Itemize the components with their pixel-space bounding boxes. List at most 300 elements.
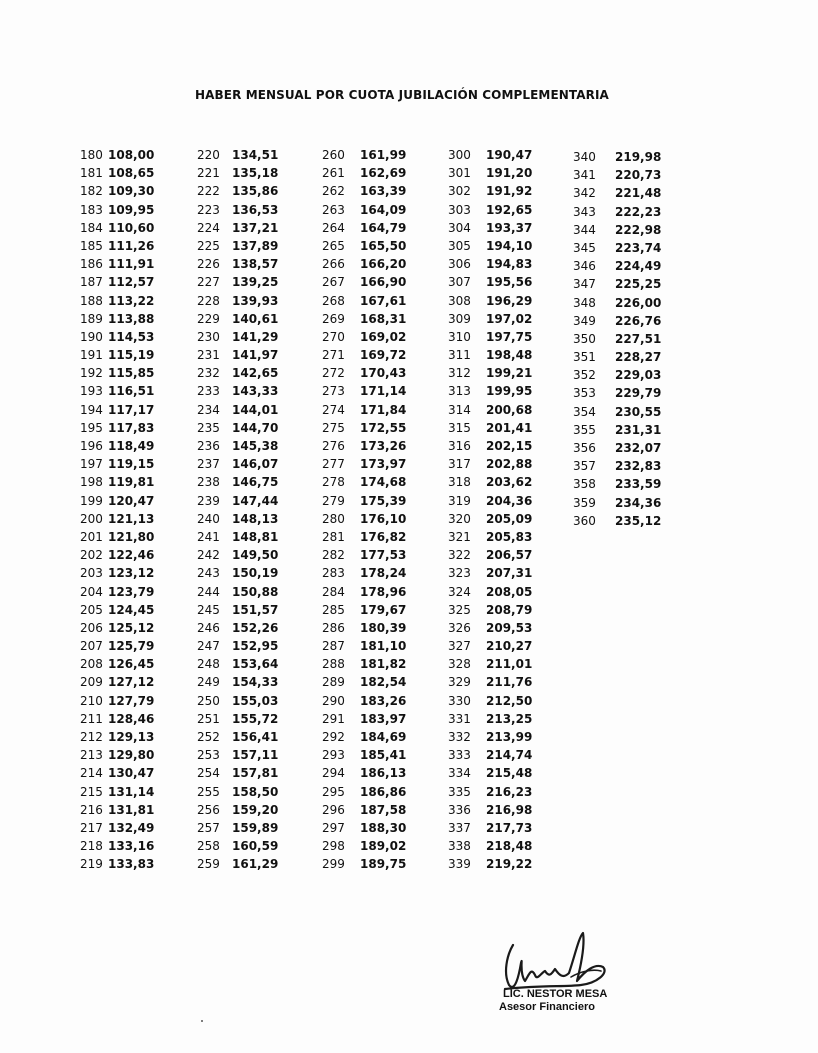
table-row xyxy=(448,546,532,564)
quota-number: 304 xyxy=(448,220,471,235)
monthly-amount: 183,26 xyxy=(360,693,407,708)
quota-number: 330 xyxy=(448,693,471,708)
monthly-amount: 191,20 xyxy=(486,166,533,181)
monthly-amount: 208,05 xyxy=(486,584,533,599)
monthly-amount: 171,14 xyxy=(360,384,407,399)
quota-number: 235 xyxy=(197,420,220,435)
table-row xyxy=(80,655,154,673)
quota-number: 355 xyxy=(573,422,596,437)
monthly-amount: 210,27 xyxy=(486,639,533,654)
signature-role: Asesor Financiero xyxy=(499,1001,595,1013)
monthly-amount: 190,47 xyxy=(486,148,533,162)
quota-number: 300 xyxy=(448,148,471,162)
table-row xyxy=(322,146,406,164)
table-row xyxy=(322,255,406,273)
table-row xyxy=(448,746,532,764)
table-row xyxy=(322,673,406,691)
quota-number: 256 xyxy=(197,802,220,817)
table-row xyxy=(573,239,661,257)
table-row xyxy=(322,801,406,819)
monthly-amount: 139,93 xyxy=(232,293,279,308)
monthly-amount: 121,80 xyxy=(108,529,155,544)
monthly-amount: 116,51 xyxy=(108,384,155,399)
monthly-amount: 197,75 xyxy=(486,329,533,344)
monthly-amount: 189,02 xyxy=(360,839,407,854)
table-row xyxy=(448,801,532,819)
table-row xyxy=(197,837,278,855)
monthly-amount: 232,07 xyxy=(615,441,662,455)
table-row xyxy=(80,164,154,182)
table-row xyxy=(448,346,532,364)
monthly-amount: 229,03 xyxy=(615,368,662,383)
monthly-amount: 228,27 xyxy=(615,350,662,365)
table-row xyxy=(448,364,532,382)
quota-number: 241 xyxy=(197,529,220,544)
monthly-amount: 164,09 xyxy=(360,202,407,217)
table-row xyxy=(80,455,154,473)
quota-number: 198 xyxy=(80,475,103,490)
table-row xyxy=(573,457,661,475)
monthly-amount: 119,15 xyxy=(108,457,155,472)
monthly-amount: 216,23 xyxy=(486,784,533,799)
table-row xyxy=(322,837,406,855)
table-row xyxy=(322,201,406,219)
monthly-amount: 128,46 xyxy=(108,711,155,726)
table-row xyxy=(448,673,532,691)
quota-number: 232 xyxy=(197,366,220,381)
quota-number: 229 xyxy=(197,311,220,326)
quota-number: 340 xyxy=(573,150,596,164)
table-row xyxy=(573,439,661,457)
table-row xyxy=(80,746,154,764)
monthly-amount: 195,56 xyxy=(486,275,533,290)
table-row xyxy=(197,801,278,819)
monthly-amount: 123,12 xyxy=(108,566,155,581)
table-row xyxy=(322,455,406,473)
monthly-amount: 124,45 xyxy=(108,602,155,617)
monthly-amount: 234,36 xyxy=(615,495,662,510)
monthly-amount: 157,81 xyxy=(232,766,279,781)
quota-number: 236 xyxy=(197,439,220,453)
table-row xyxy=(80,692,154,710)
table-row xyxy=(448,164,532,182)
monthly-amount: 167,61 xyxy=(360,293,407,308)
quota-number: 317 xyxy=(448,457,471,472)
quota-number: 211 xyxy=(80,711,103,726)
table-row xyxy=(80,601,154,619)
quota-number: 280 xyxy=(322,511,345,526)
quota-number: 255 xyxy=(197,784,220,799)
quota-number: 273 xyxy=(322,384,345,399)
quota-number: 250 xyxy=(197,693,220,708)
table-row xyxy=(197,310,278,328)
quota-number: 324 xyxy=(448,584,471,599)
monthly-amount: 141,97 xyxy=(232,348,279,363)
quota-number: 249 xyxy=(197,675,220,690)
table-row xyxy=(322,492,406,510)
scan-speck xyxy=(201,1020,203,1022)
table-row xyxy=(573,312,661,330)
quota-number: 190 xyxy=(80,329,103,344)
quota-number: 196 xyxy=(80,439,103,453)
monthly-amount: 113,88 xyxy=(108,311,155,326)
monthly-amount: 122,46 xyxy=(108,548,155,563)
quota-number: 222 xyxy=(197,184,220,199)
quota-number: 239 xyxy=(197,493,220,508)
quota-number: 360 xyxy=(573,513,596,528)
quota-number: 277 xyxy=(322,457,345,472)
monthly-amount: 146,07 xyxy=(232,457,279,472)
quota-number: 186 xyxy=(80,257,103,272)
table-row xyxy=(80,492,154,510)
table-row xyxy=(322,473,406,491)
table-row xyxy=(322,382,406,400)
monthly-amount: 117,17 xyxy=(108,402,155,417)
table-row xyxy=(448,528,532,546)
monthly-amount: 157,11 xyxy=(232,748,279,763)
quota-number: 283 xyxy=(322,566,345,581)
table-row xyxy=(80,801,154,819)
table-row xyxy=(448,273,532,291)
monthly-amount: 179,67 xyxy=(360,602,407,617)
monthly-amount: 211,76 xyxy=(486,675,533,690)
monthly-amount: 135,86 xyxy=(232,184,279,199)
table-row xyxy=(197,219,278,237)
monthly-amount: 231,31 xyxy=(615,422,662,437)
quota-number: 329 xyxy=(448,675,471,690)
quota-number: 258 xyxy=(197,839,220,854)
table-row xyxy=(80,564,154,582)
table-row xyxy=(197,528,278,546)
monthly-amount: 127,79 xyxy=(108,693,155,708)
quota-number: 253 xyxy=(197,748,220,763)
table-row xyxy=(322,601,406,619)
table-row xyxy=(448,601,532,619)
quota-number: 297 xyxy=(322,820,345,835)
table-row xyxy=(197,601,278,619)
table-row xyxy=(448,473,532,491)
quota-number: 348 xyxy=(573,295,596,310)
table-row xyxy=(573,475,661,493)
quota-number: 327 xyxy=(448,639,471,654)
quota-number: 270 xyxy=(322,329,345,344)
monthly-amount: 183,97 xyxy=(360,711,407,726)
monthly-amount: 141,29 xyxy=(232,329,279,344)
table-row xyxy=(448,764,532,782)
monthly-amount: 131,81 xyxy=(108,802,155,817)
monthly-amount: 189,75 xyxy=(360,857,407,872)
monthly-amount: 215,48 xyxy=(486,766,533,781)
table-column-5 xyxy=(573,148,661,530)
table-row xyxy=(573,330,661,348)
quota-number: 259 xyxy=(197,857,220,872)
table-row xyxy=(197,764,278,782)
quota-number: 237 xyxy=(197,457,220,472)
quota-number: 199 xyxy=(80,493,103,508)
table-row xyxy=(573,366,661,384)
monthly-amount: 109,95 xyxy=(108,202,155,217)
table-row xyxy=(322,583,406,601)
monthly-amount: 133,16 xyxy=(108,839,155,854)
monthly-amount: 185,41 xyxy=(360,748,407,763)
table-row xyxy=(322,437,406,455)
monthly-amount: 232,83 xyxy=(615,459,662,474)
quota-number: 226 xyxy=(197,257,220,272)
monthly-amount: 171,84 xyxy=(360,402,407,417)
quota-number: 282 xyxy=(322,548,345,563)
table-row xyxy=(80,728,154,746)
table-row xyxy=(197,419,278,437)
monthly-amount: 188,30 xyxy=(360,820,407,835)
table-row xyxy=(573,348,661,366)
quota-number: 338 xyxy=(448,839,471,854)
quota-number: 184 xyxy=(80,220,103,235)
quota-number: 350 xyxy=(573,331,596,346)
quota-number: 266 xyxy=(322,257,345,272)
monthly-amount: 169,72 xyxy=(360,348,407,363)
table-row xyxy=(322,364,406,382)
monthly-amount: 198,48 xyxy=(486,348,533,363)
table-row xyxy=(448,455,532,473)
quota-number: 247 xyxy=(197,639,220,654)
table-row xyxy=(197,619,278,637)
quota-number: 303 xyxy=(448,202,471,217)
quota-number: 337 xyxy=(448,820,471,835)
quota-number: 293 xyxy=(322,748,345,763)
monthly-amount: 213,25 xyxy=(486,711,533,726)
quota-number: 299 xyxy=(322,857,345,872)
monthly-amount: 117,83 xyxy=(108,420,155,435)
quota-number: 313 xyxy=(448,384,471,399)
table-row xyxy=(197,564,278,582)
monthly-amount: 221,48 xyxy=(615,186,662,201)
quota-number: 295 xyxy=(322,784,345,799)
table-row xyxy=(197,783,278,801)
page-title: HABER MENSUAL POR CUOTA JUBILACIÓN COMPLEMENTARIA xyxy=(195,88,609,102)
quota-number: 234 xyxy=(197,402,220,417)
table-row xyxy=(197,455,278,473)
table-row xyxy=(322,655,406,673)
table-row xyxy=(80,855,154,873)
monthly-amount: 139,25 xyxy=(232,275,279,290)
monthly-amount: 174,68 xyxy=(360,475,407,490)
quota-number: 268 xyxy=(322,293,345,308)
monthly-amount: 158,50 xyxy=(232,784,279,799)
quota-number: 356 xyxy=(573,441,596,455)
table-row xyxy=(322,419,406,437)
monthly-amount: 186,13 xyxy=(360,766,407,781)
table-row xyxy=(573,257,661,275)
quota-number: 248 xyxy=(197,657,220,672)
table-row xyxy=(197,473,278,491)
table-row xyxy=(197,728,278,746)
monthly-amount: 160,59 xyxy=(232,839,279,854)
monthly-amount: 226,76 xyxy=(615,313,662,328)
quota-number: 316 xyxy=(448,439,471,453)
quota-number: 359 xyxy=(573,495,596,510)
quota-number: 315 xyxy=(448,420,471,435)
quota-number: 208 xyxy=(80,657,103,672)
quota-number: 289 xyxy=(322,675,345,690)
monthly-amount: 109,30 xyxy=(108,184,155,199)
monthly-amount: 144,01 xyxy=(232,402,279,417)
monthly-amount: 196,29 xyxy=(486,293,533,308)
table-row xyxy=(322,764,406,782)
monthly-amount: 187,58 xyxy=(360,802,407,817)
monthly-amount: 173,26 xyxy=(360,439,407,453)
quota-number: 188 xyxy=(80,293,103,308)
monthly-amount: 161,99 xyxy=(360,148,407,162)
quota-number: 267 xyxy=(322,275,345,290)
table-row xyxy=(448,401,532,419)
table-row xyxy=(197,364,278,382)
quota-number: 269 xyxy=(322,311,345,326)
quota-number: 204 xyxy=(80,584,103,599)
quota-number: 346 xyxy=(573,259,596,274)
table-row xyxy=(197,328,278,346)
quota-number: 212 xyxy=(80,730,103,744)
quota-number: 225 xyxy=(197,238,220,253)
quota-number: 246 xyxy=(197,620,220,635)
monthly-amount: 219,98 xyxy=(615,150,662,164)
table-row xyxy=(80,510,154,528)
quota-number: 182 xyxy=(80,184,103,199)
table-row xyxy=(197,437,278,455)
monthly-amount: 169,02 xyxy=(360,329,407,344)
quota-number: 358 xyxy=(573,477,596,492)
monthly-amount: 120,47 xyxy=(108,493,155,508)
quota-number: 205 xyxy=(80,602,103,617)
quota-number: 275 xyxy=(322,420,345,435)
table-row xyxy=(197,692,278,710)
table-row xyxy=(80,583,154,601)
monthly-amount: 136,53 xyxy=(232,202,279,217)
table-row xyxy=(573,148,661,166)
table-row xyxy=(197,546,278,564)
quota-number: 228 xyxy=(197,293,220,308)
quota-number: 322 xyxy=(448,548,471,563)
monthly-amount: 108,65 xyxy=(108,166,155,181)
table-row xyxy=(197,201,278,219)
quota-number: 325 xyxy=(448,602,471,617)
table-row xyxy=(80,819,154,837)
quota-number: 181 xyxy=(80,166,103,181)
monthly-amount: 224,49 xyxy=(615,259,662,274)
quota-number: 200 xyxy=(80,511,103,526)
monthly-amount: 226,00 xyxy=(615,295,662,310)
monthly-amount: 115,19 xyxy=(108,348,155,363)
quota-number: 281 xyxy=(322,529,345,544)
table-row xyxy=(80,710,154,728)
table-row xyxy=(448,564,532,582)
table-row xyxy=(448,655,532,673)
monthly-amount: 177,53 xyxy=(360,548,407,563)
quota-number: 261 xyxy=(322,166,345,181)
quota-number: 243 xyxy=(197,566,220,581)
quota-number: 290 xyxy=(322,693,345,708)
table-row xyxy=(322,164,406,182)
table-row xyxy=(322,237,406,255)
quota-number: 214 xyxy=(80,766,103,781)
table-row xyxy=(448,855,532,873)
quota-number: 221 xyxy=(197,166,220,181)
monthly-amount: 176,82 xyxy=(360,529,407,544)
table-row xyxy=(322,528,406,546)
monthly-amount: 111,91 xyxy=(108,257,155,272)
monthly-amount: 137,21 xyxy=(232,220,279,235)
monthly-amount: 194,10 xyxy=(486,238,533,253)
monthly-amount: 205,09 xyxy=(486,511,533,526)
table-row xyxy=(80,437,154,455)
quota-number: 224 xyxy=(197,220,220,235)
table-row xyxy=(80,619,154,637)
monthly-amount: 222,23 xyxy=(615,204,662,219)
monthly-amount: 126,45 xyxy=(108,657,155,672)
monthly-amount: 207,31 xyxy=(486,566,533,581)
table-row xyxy=(197,273,278,291)
quota-number: 238 xyxy=(197,475,220,490)
table-row xyxy=(322,510,406,528)
monthly-amount: 181,82 xyxy=(360,657,407,672)
table-row xyxy=(197,382,278,400)
quota-number: 194 xyxy=(80,402,103,417)
monthly-amount: 219,22 xyxy=(486,857,533,872)
quota-number: 323 xyxy=(448,566,471,581)
quota-number: 217 xyxy=(80,820,103,835)
monthly-amount: 184,69 xyxy=(360,730,407,744)
quota-number: 285 xyxy=(322,602,345,617)
monthly-amount: 149,50 xyxy=(232,548,279,563)
monthly-amount: 202,88 xyxy=(486,457,533,472)
table-row xyxy=(80,237,154,255)
quota-number: 254 xyxy=(197,766,220,781)
table-row xyxy=(448,182,532,200)
table-row xyxy=(448,637,532,655)
monthly-amount: 161,29 xyxy=(232,857,279,872)
quota-number: 321 xyxy=(448,529,471,544)
table-row xyxy=(322,346,406,364)
table-row xyxy=(448,219,532,237)
table-row xyxy=(322,783,406,801)
monthly-amount: 172,55 xyxy=(360,420,407,435)
table-row xyxy=(322,401,406,419)
table-row xyxy=(80,473,154,491)
quota-number: 314 xyxy=(448,402,471,417)
monthly-amount: 175,39 xyxy=(360,493,407,508)
table-row xyxy=(197,255,278,273)
monthly-amount: 115,85 xyxy=(108,366,155,381)
monthly-amount: 125,12 xyxy=(108,620,155,635)
table-row xyxy=(197,673,278,691)
quota-number: 191 xyxy=(80,348,103,363)
monthly-amount: 129,13 xyxy=(108,730,155,744)
quota-number: 333 xyxy=(448,748,471,763)
quota-number: 192 xyxy=(80,366,103,381)
monthly-amount: 230,55 xyxy=(615,404,662,419)
quota-number: 288 xyxy=(322,657,345,672)
monthly-amount: 193,37 xyxy=(486,220,533,235)
monthly-amount: 220,73 xyxy=(615,168,662,183)
table-row xyxy=(80,364,154,382)
quota-number: 342 xyxy=(573,186,596,201)
table-row xyxy=(573,275,661,293)
table-row xyxy=(448,328,532,346)
monthly-amount: 152,95 xyxy=(232,639,279,654)
table-row xyxy=(448,837,532,855)
quota-number: 306 xyxy=(448,257,471,272)
monthly-amount: 178,24 xyxy=(360,566,407,581)
monthly-amount: 180,39 xyxy=(360,620,407,635)
